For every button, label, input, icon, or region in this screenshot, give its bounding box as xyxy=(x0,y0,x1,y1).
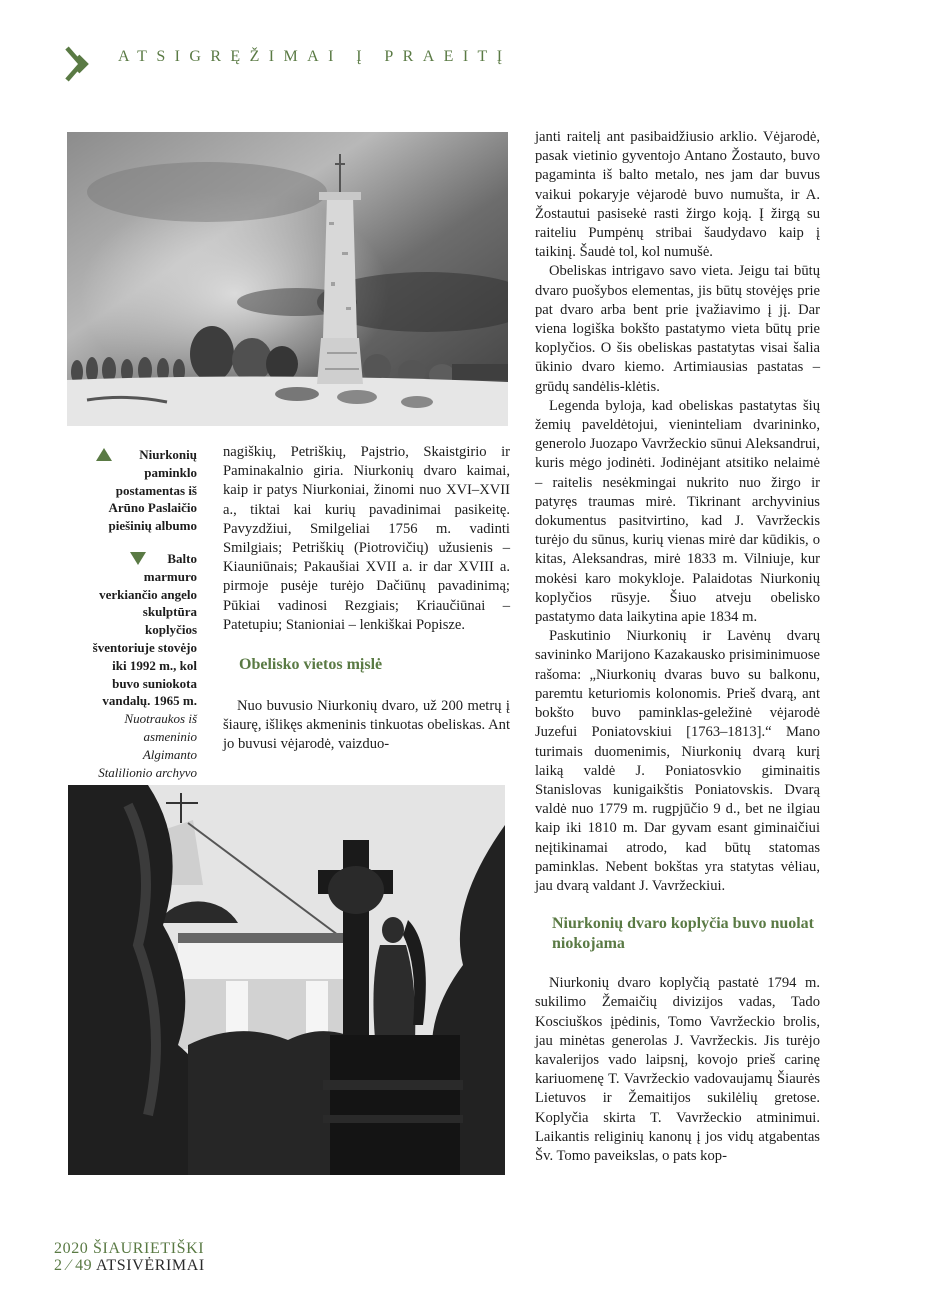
paragraph: Legenda byloja, kad obeliskas pastatytas šių žemių paveldėtojui, vieninteliam dvarininko, generolo Juozapo Vavržeckio sūnui Aleksandrui, kuris mėgo jodinėti. Jodinėjant atsitiko nelaimė – raitelis nesėkmingai nukrito nuo žirgo ir patyręs traumas mirė. Tikrinant archyvinius dokumentus pasitvirtino, kad J. Vavržeckis turėjo du sūnus, kurių vienas mirė dar kūdikis, o kitas, Aleksandras, mirė 1833 m. Vilniuje, kur mokėsi karo mokykloje. Palaidotas Niurkonių koplyčios rūsyje. Šiuo atveju obelisko pastatymo data laikytina apie 1834 m. xyxy=(535,397,820,626)
magazine-footer xyxy=(54,1240,205,1274)
paragraph: Paskutinio Niurkonių ir Lavėnų dvarų savininko Marijono Kazakausko prisiminimuose rašoma: „Niurkonių dvaras buvo su balkonu, paremtu keturiomis kolonomis. Prieš dvarą, ant bokšto buvo paminklas-geležinė vėjarodė Juzefui Poniatovskiui [1763–1813].“ Mano turimais duomenimis, Niurkonių dvarą kurį laiką valdė J. Poniatosvkio giminaitis Stanislovas kunigaikštis Poniatovskis. Dvarą valdė nuo 1779 m. rugpjūčio 9 d., bet ne ilgiau kaip iki 1810 m. Dar gyvam esant giminaičiui neįtikinamai atrodo, kad būtų statomas paminklas. Nebent bokštas yra statytas vėliau, jau dvarą valdant J. Vavržeckiui. xyxy=(535,628,820,894)
caption-top xyxy=(90,446,197,535)
paragraph: Nuo buvusio Niurkonių dvaro, už 200 metrų į šiaurę, išlikęs akmeninis tinkuotas obeliskas. Ant jo buvusi vėjarodė, vaizduo- xyxy=(223,698,510,753)
obelisk-drawing-image xyxy=(67,132,508,426)
chapel-angel-photo xyxy=(68,785,505,1175)
footer-magazine-line1: ŠIAURIETIŠKI xyxy=(93,1240,205,1257)
triangle-down-icon xyxy=(130,552,146,565)
footer-year: 2020 xyxy=(54,1240,89,1257)
paragraph: nagiškių, Petriškių, Pajstrio, Skaistgirio ir Paminakalnio giria. Niurkonių dvaro kaimai, kaip ir patys Niurkoniai, žinomi nuo XVI–XVII a., tiktai kai kurių pavadinimai pasikeitę. Pavyzdžiui, Smilgeliai 1756 m. vadinti Smilgiais; Petriškių (Piotrovičių) užusienis – Kiauniūnais; Pakaušiai XVII a. ir dar XVIII a. pirmoje pusėje turėjo Dačiūnų pavadinimą; Pūkiai vadinosi Rezgiais; Kriaučiūnai – Patetupiu; Stanioniai – lenkiškai Popisze. xyxy=(223,444,510,633)
caption-top-text: Niurkonių paminklo postamentas iš Arūno Paslaičio piešinių albumo xyxy=(108,447,197,534)
photo-credit: Nuotraukos iš asmeninio Algimanto Stalilionio archyvo xyxy=(98,711,197,780)
footer-magazine-line2: ATSIVĖRIMAI xyxy=(96,1257,205,1274)
running-title: ATSIGRĘŽIMAI Į PRAEITĮ xyxy=(118,48,512,65)
caption-bottom-text: Balto marmuro verkiančio angelo skulptūra koplyčios šventoriuje stovėjo iki 1992 m., kol buvo suniokota vandalų. 1965 m. xyxy=(92,550,197,709)
footer-issue: 2 ⁄ 49 xyxy=(54,1257,93,1274)
middle-column xyxy=(223,443,510,755)
paragraph: Niurkonių dvaro koplyčią pastatė 1794 m. sukilimo Žemaičių divizijos vadas, Tado Kosciuškos įpėdinis, Tomo Vavržeckio brolis, jau minėtas generolas J. Vavržeckis. Jis turėjo kavalerijos vado laipsnį, kovojo prieš carinę kariuomenę T. Vavržeckio vadovaujamų Šiaurės Lietuvos ir Žemaitijos sukilėlių gretose. Koplyčia skirta T. Vavržeckio atminimui. Laikantis religinių kanonų į jos vidų atgabentas Šv. Tomo paveikslas, o pats kop- xyxy=(535,975,820,1164)
section-heading: Obelisko vietos mįslė xyxy=(239,656,383,674)
triangle-up-icon xyxy=(96,448,112,461)
right-column xyxy=(535,128,820,1166)
caption-bottom xyxy=(90,550,197,781)
section-heading: Niurkonių dvaro koplyčia buvo nuolat niokojama xyxy=(552,915,815,953)
photo-captions xyxy=(90,446,197,781)
paragraph: janti raitelį ant pasibaidžiusio arklio. Vėjarodė, pasak vietinio gyventojo Antano Žostauto, buvo pagaminta iš balto metalo, nes jam dar buvus vaikui pokaryje vėjarodė buvo numušta, ir A. Žostautui pasisekė rasti žirgo koją. Į žirgą su raiteliu Pumpėnų stribai šaudydavo kaip į taikinį. Šaudė tol, kol numušė. xyxy=(535,129,820,261)
paragraph: Obeliskas intrigavo savo vieta. Jeigu tai būtų dvaro puošybos elementas, jis būtų stovėjęs prie pat dvaro arba bent prie įvažiavimo į jį. Dar viena logiška bokšto pastatymo vieta būtų prie koplyčios. O šis obeliskas pastatytas visai šalia ūkinio dvaro kiemo. Artimiausias pastatas – grūdų sandėlis-klėtis. xyxy=(535,263,820,395)
double-chevron-right-icon xyxy=(64,45,90,83)
